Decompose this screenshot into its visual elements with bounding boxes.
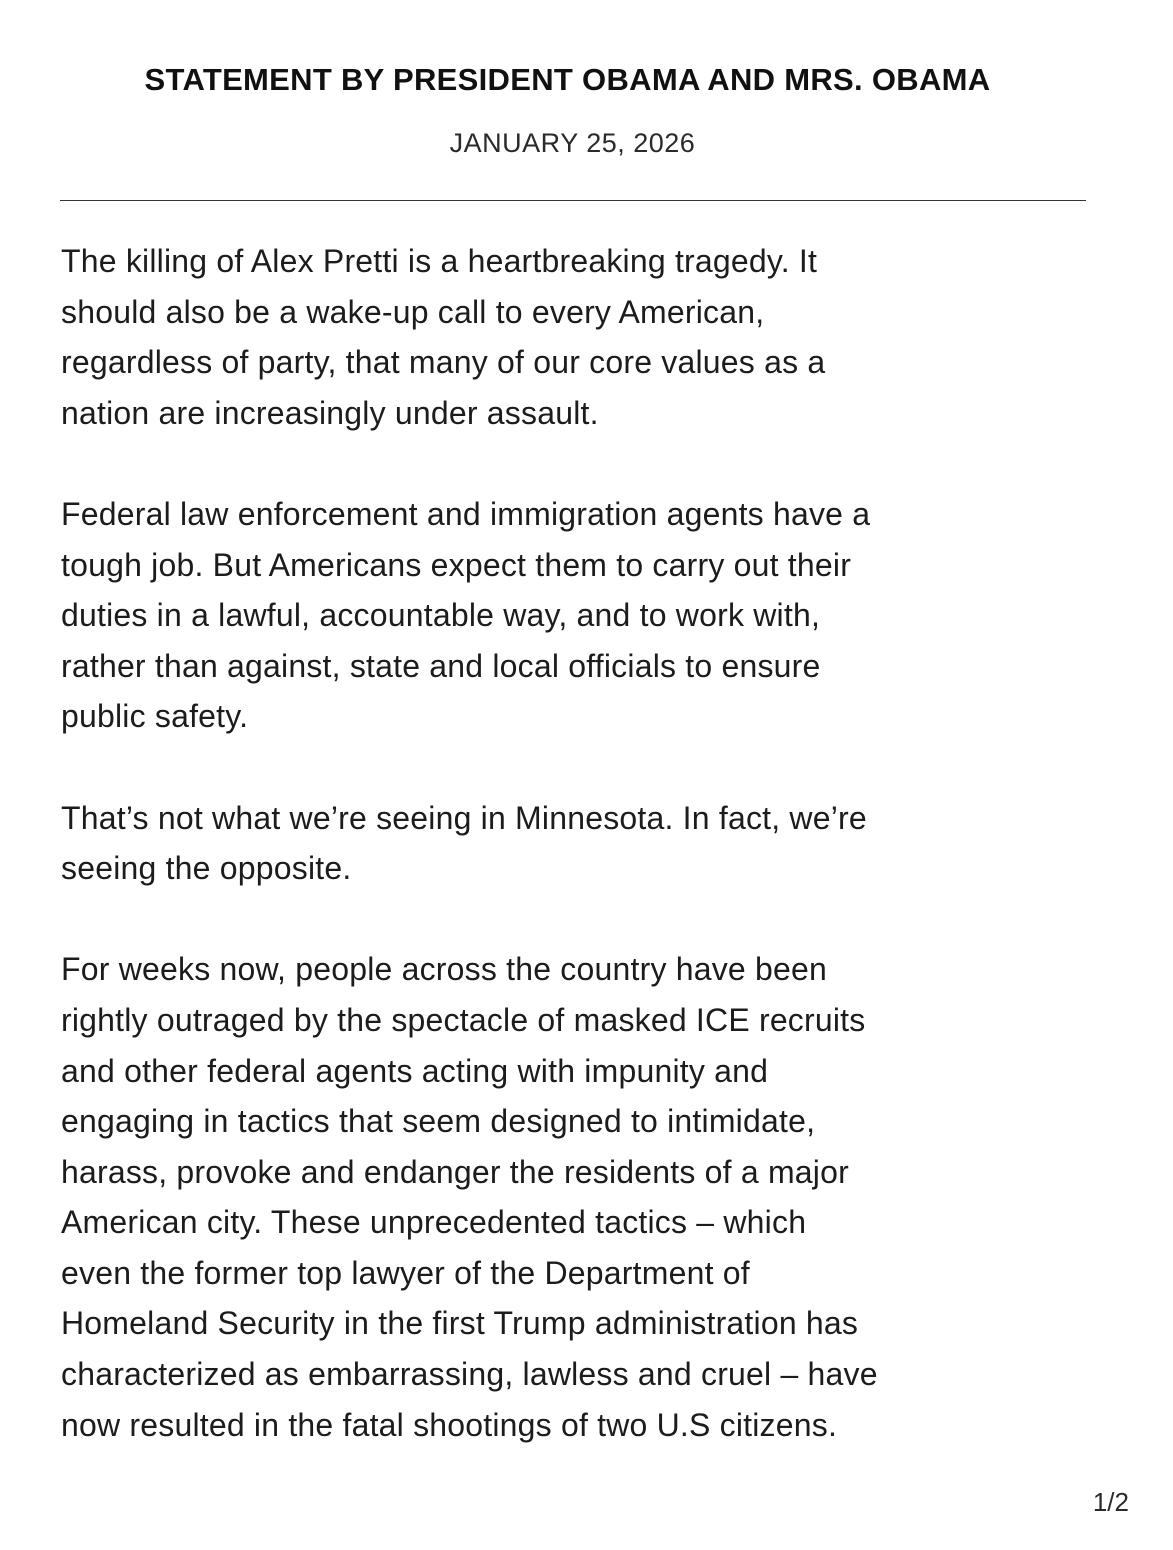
paragraph-line: tough job. But Americans expect them to carry out their — [61, 546, 852, 583]
paragraph-line: rather than against, state and local officials to ensure — [61, 647, 821, 684]
paragraph-line: Homeland Security in the first Trump administration has — [61, 1305, 859, 1342]
paragraph-line: American city. These unprecedented tactics – which — [61, 1204, 807, 1241]
paragraph-1 — [61, 236, 1101, 438]
paragraph-line: seeing the opposite. — [61, 850, 352, 887]
paragraph-line: characterized as embarrassing, lawless and cruel – have — [61, 1356, 878, 1393]
paragraph-line: now resulted in the fatal shootings of two U.S citizens. — [61, 1406, 838, 1443]
paragraph-line: and other federal agents acting with impunity and — [61, 1052, 769, 1089]
statement-title: STATEMENT BY PRESIDENT OBAMA AND MRS. OBAMA — [144, 62, 991, 97]
paragraph-line: That’s not what we’re seeing in Minnesota. In fact, we’re — [61, 799, 867, 836]
paragraph-3 — [61, 793, 1101, 894]
page-indicator: 1/2 — [1092, 1487, 1129, 1517]
paragraph-line: duties in a lawful, accountable way, and to work with, — [61, 597, 821, 634]
paragraph-line: harass, provoke and endanger the residents of a major — [61, 1153, 849, 1190]
paragraph-line: For weeks now, people across the country have been — [61, 951, 827, 988]
statement-body — [61, 236, 1101, 1450]
paragraph-line: should also be a wake-up call to every American, — [61, 293, 765, 330]
paragraph-2 — [61, 489, 1101, 742]
paragraph-line: The killing of Alex Pretti is a heartbreaking tragedy. It — [61, 243, 818, 279]
paragraph-line: engaging in tactics that seem designed to intimidate, — [61, 1103, 816, 1140]
paragraph-line: rightly outraged by the spectacle of masked ICE recruits — [61, 1001, 866, 1038]
paragraph-line: regardless of party, that many of our core values as a — [61, 344, 826, 381]
paragraph-line: nation are increasingly under assault. — [61, 394, 599, 431]
divider — [60, 200, 1086, 201]
paragraph-line: Federal law enforcement and immigration agents have a — [61, 495, 871, 532]
paragraph-line: public safety. — [61, 698, 249, 735]
paragraph-line: even the former top lawyer of the Department of — [61, 1254, 750, 1291]
paragraph-4 — [61, 944, 1101, 1450]
statement-date: JANUARY 25, 2026 — [449, 128, 696, 158]
